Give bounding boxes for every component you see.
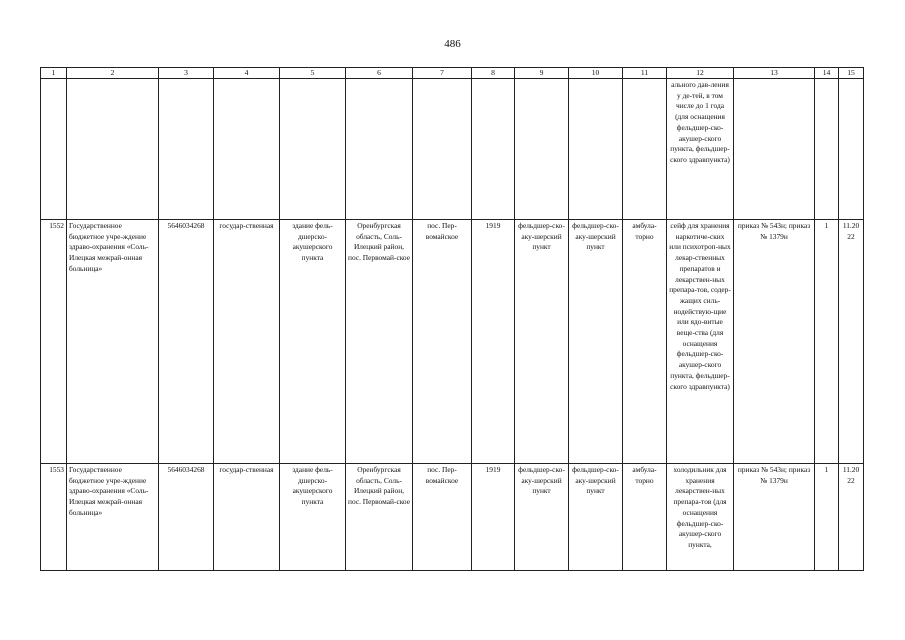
header-row <box>41 68 864 79</box>
continuation-row <box>41 79 864 220</box>
column-header: 4 <box>214 68 280 79</box>
column-header: 6 <box>346 68 413 79</box>
settlement-cell: пос. Пер-вомайское <box>413 220 472 464</box>
date-cell: 11.2022 <box>839 464 864 571</box>
column-header: 9 <box>515 68 569 79</box>
inn-cell: 5646034268 <box>159 464 214 571</box>
type-cell: фельдшер-ско-аку-шерский пункт <box>515 464 569 571</box>
column-header: 2 <box>67 68 159 79</box>
quantity-cell: 1 <box>815 220 839 464</box>
equipment-cell: сейф для хранения наркотиче-ских или психотроп-ных лекар-ственных препаратов и лекарствен-ных препара-тов, содер-жащих силь-нодействую-щие или ядо-витые веще-ства (для оснащения фельдшер-ско-акушер-ского пункта, фельдшер-ского здравпункта) <box>667 220 734 464</box>
column-header: 3 <box>159 68 214 79</box>
building-cell: здание фель-дшерско-акушерского пункта <box>280 464 346 571</box>
registry-table <box>40 67 864 571</box>
table-row <box>41 220 864 464</box>
equipment-cell: ального дав-ления у де-тей, в том числе до 1 года (для оснащения фельдшер-ско-акушер-ского пункта, фельдшер-ского здравпункта) <box>667 79 734 220</box>
column-header: 11 <box>623 68 667 79</box>
year-cell: 1919 <box>472 220 515 464</box>
address-cell: Оренбургская область, Соль-Илецкий район, пос. Первомай-ское <box>346 220 413 464</box>
address-cell: Оренбургская область, Соль-Илецкий район, пос. Первомай-ское <box>346 464 413 571</box>
type-cell: фельдшер-ско-аку-шерский пункт <box>515 220 569 464</box>
type-cell: фельдшер-ско-аку-шерский пункт <box>569 464 623 571</box>
equipment-cell: холодильник для хранения лекарствен-ных препара-тов (для оснащения фельдшер-ско-акушер-ского пункта, <box>667 464 734 571</box>
orders-cell: приказ № 543н; приказ № 1379н <box>734 220 815 464</box>
page-number: 486 <box>444 38 461 50</box>
settlement-cell: пос. Пер-вомайское <box>413 464 472 571</box>
column-header: 12 <box>667 68 734 79</box>
ownership-cell: государ-ственная <box>214 220 280 464</box>
column-header: 1 <box>41 68 67 79</box>
column-header: 13 <box>734 68 815 79</box>
column-header: 8 <box>472 68 515 79</box>
care-kind-cell: амбула-торно <box>623 464 667 571</box>
row-number: 1552 <box>41 220 67 464</box>
building-cell: здание фель-дшерско-акушерского пункта <box>280 220 346 464</box>
institution-cell: Государственное бюджетное учре-ждение здраво-охранения «Соль-Илецкая межрай-онная больница» <box>67 464 159 571</box>
care-kind-cell: амбула-торно <box>623 220 667 464</box>
column-header: 15 <box>839 68 864 79</box>
quantity-cell: 1 <box>815 464 839 571</box>
table-row <box>41 464 864 571</box>
type-cell: фельдшер-ско-аку-шерский пункт <box>569 220 623 464</box>
orders-cell: приказ № 543н; приказ № 1379н <box>734 464 815 571</box>
column-header: 7 <box>413 68 472 79</box>
column-header: 5 <box>280 68 346 79</box>
row-number: 1553 <box>41 464 67 571</box>
institution-cell: Государственное бюджетное учре-ждение здраво-охранения «Соль-Илецкая межрай-онная больница» <box>67 220 159 464</box>
date-cell: 11.2022 <box>839 220 864 464</box>
inn-cell: 5646034268 <box>159 220 214 464</box>
column-header: 14 <box>815 68 839 79</box>
ownership-cell: государ-ственная <box>214 464 280 571</box>
column-header: 10 <box>569 68 623 79</box>
year-cell: 1919 <box>472 464 515 571</box>
